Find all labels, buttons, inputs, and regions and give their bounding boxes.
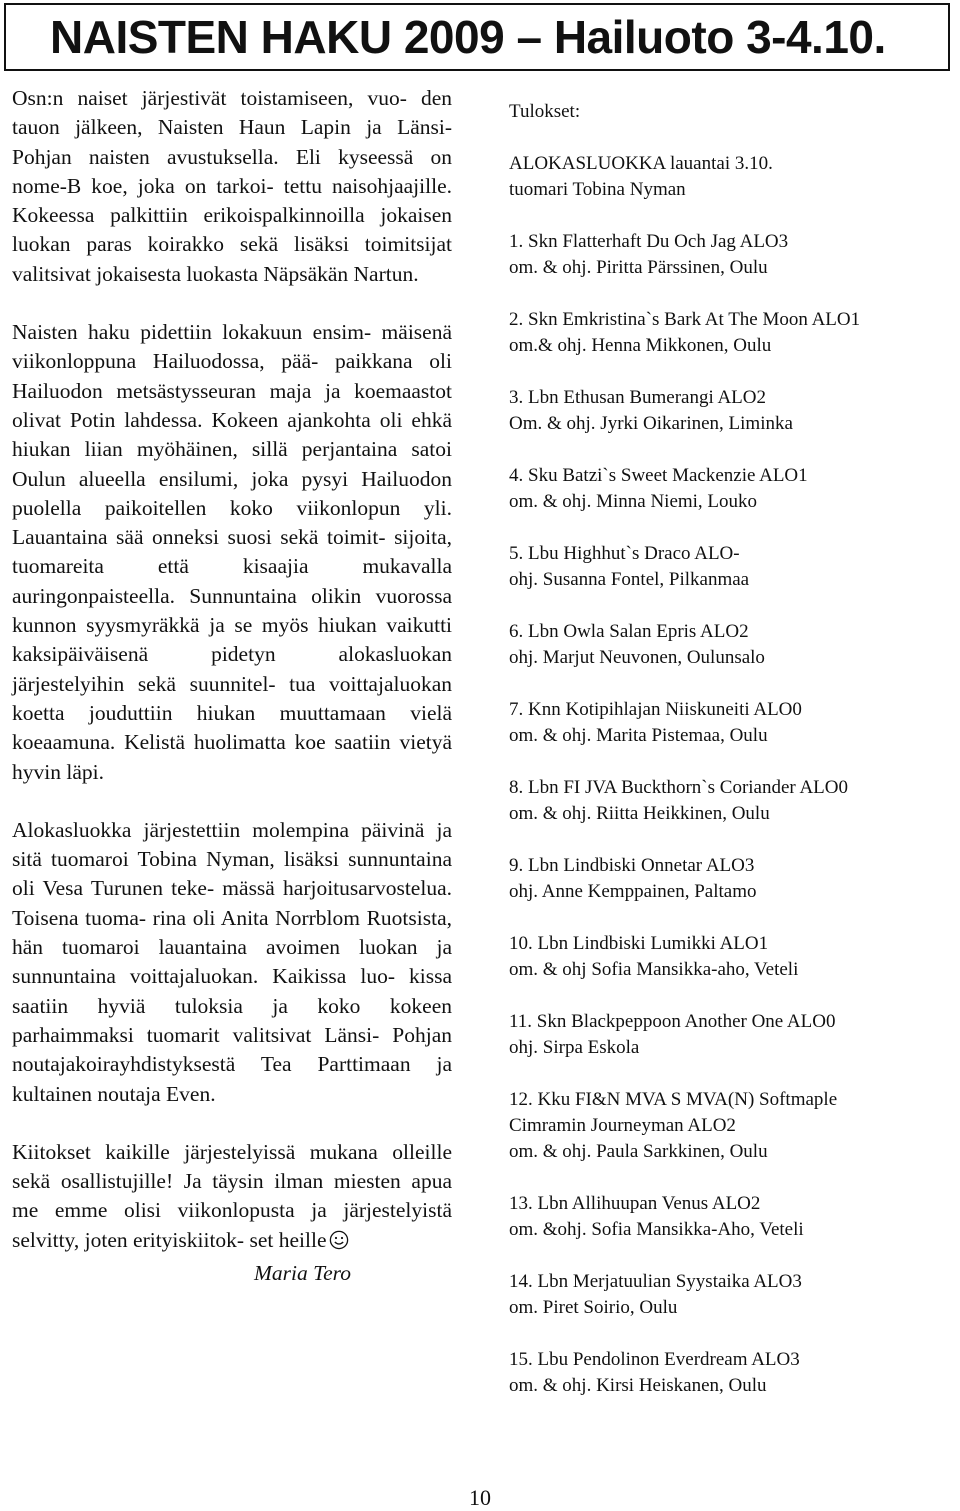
text-line: Naisten haku pidettiin lokakuun ensim- xyxy=(12,320,372,345)
results-column xyxy=(509,99,949,1425)
text-line: mäisenä viikonloppuna Hailuodossa, pää- xyxy=(12,320,452,374)
text-line: lisäksi sunnuntaina oli Vesa Turunen teke- xyxy=(12,847,452,901)
text-line: Parttimaan ja kultainen noutaja Even. xyxy=(12,1052,453,1106)
result-handler: om. & ohj. Paula Sarkkinen, Oulu xyxy=(509,1141,768,1162)
result-handler: Om. & ohj. Jyrki Oikarinen, Liminka xyxy=(509,413,793,434)
result-dog: 13. Lbn Allihuupan Venus ALO2 xyxy=(509,1193,761,1214)
text-line: Pohjan noutajakoirayhdistyksestä Tea xyxy=(12,1022,452,1077)
result-dog: 5. Lbu Highhut`s Draco ALO- xyxy=(509,543,740,564)
text-line: Kokeen ajankohta oli ehkä hiukan liian xyxy=(12,407,453,462)
result-entry xyxy=(509,307,949,359)
text-line: olleille sekä osallistujille! Ja täysin ilman xyxy=(12,1139,452,1194)
results-heading-block xyxy=(509,99,949,125)
text-line: hiukan vaikutti kaksipäiväisenä pidetyn xyxy=(12,613,453,667)
result-entry xyxy=(509,1269,949,1321)
article-paragraph-2 xyxy=(12,318,452,787)
result-entry xyxy=(509,619,949,671)
result-dog: 2. Skn Emkristina`s Bark At The Moon ALO1 xyxy=(509,309,861,330)
text-line: auringonpaisteella. Sunnuntaina olikin xyxy=(12,583,362,608)
text-line: päivinä ja sitä tuomaroi Tobina Nyman, xyxy=(12,817,452,872)
result-dog: 11. Skn Blackpeppoon Another One ALO0 xyxy=(509,1011,836,1032)
result-handler: ohj. Anne Kemppainen, Paltamo xyxy=(509,881,757,902)
result-handler: om. &ohj. Sofia Mansikka-Aho, Veteli xyxy=(509,1219,804,1240)
result-dog: 1. Skn Flatterhaft Du Och Jag ALO3 xyxy=(509,231,789,252)
result-dog: 7. Knn Kotipihlajan Niiskuneiti ALO0 xyxy=(509,699,802,720)
text-line: maja ja koemaastot olivat Potin lahdessa. xyxy=(12,378,452,432)
article-paragraph-1 xyxy=(12,84,452,289)
text-line: tuomaroi lauantaina avoimen luokan ja xyxy=(62,935,452,960)
text-line: tua voittajaluokan koetta jouduttiin hiukan xyxy=(12,671,453,725)
text-line: koirakko sekä lisäksi toimitsijat valitsivat xyxy=(12,232,452,286)
result-dog-continued: Cimramin Journeyman ALO2 xyxy=(509,1115,736,1136)
result-entry xyxy=(509,1347,949,1399)
result-dog: 9. Lbn Lindbiski Onnetar ALO3 xyxy=(509,855,755,876)
smiley-icon xyxy=(329,1230,349,1250)
text-line: huolimatta koe saatiin vietyä hyvin läpi. xyxy=(12,730,453,784)
class-title: ALOKASLUOKKA lauantai 3.10. xyxy=(509,153,773,174)
text-line: sijoita, tuomareita että kisaajia mukavalla xyxy=(12,525,452,579)
result-dog: 4. Sku Batzi`s Sweet Mackenzie ALO1 xyxy=(509,465,808,486)
article-paragraph-3 xyxy=(12,816,452,1109)
result-entry xyxy=(509,775,949,827)
text-line: mässä harjoitusarvostelua. Toisena tuoma- xyxy=(12,876,452,930)
class-info xyxy=(509,151,949,203)
result-handler: om. & ohj. Kirsi Heiskanen, Oulu xyxy=(509,1375,767,1396)
result-dog: 14. Lbn Merjatuulian Syystaika ALO3 xyxy=(509,1271,802,1292)
article-column xyxy=(12,84,452,1317)
result-handler: om. Piret Soirio, Oulu xyxy=(509,1297,678,1318)
result-dog: 8. Lbn FI JVA Buckthorn`s Coriander ALO0 xyxy=(509,777,848,798)
result-entry xyxy=(509,1087,949,1165)
result-dog: 10. Lbn Lindbiski Lumikki ALO1 xyxy=(509,933,769,954)
text-line: alueella ensilumi, joka pysyi Hailuodon xyxy=(78,466,452,491)
text-line: Länsi-Pohjan naisten avustuksella. Eli xyxy=(12,115,452,169)
result-handler: ohj. Susanna Fontel, Pilkanmaa xyxy=(509,569,750,590)
result-handler: om.& ohj. Henna Mikkonen, Oulu xyxy=(509,335,772,356)
result-handler: om. & ohj. Minna Niemi, Louko xyxy=(509,491,758,512)
text-line: Osn:n naiset järjestivät toistamiseen, vuo- xyxy=(12,86,407,110)
result-entry xyxy=(509,931,949,983)
text-line: muuttamaan vielä koeaamuna. Kelistä xyxy=(12,700,453,755)
result-handler: om. & ohj Sofia Mansikka-aho, Veteli xyxy=(509,959,799,980)
result-entry xyxy=(509,1009,949,1061)
result-handler: ohj. Sirpa Eskola xyxy=(509,1037,640,1058)
result-entry xyxy=(509,229,949,281)
text-line: puolella paikoitellen koko viikonlopun yli. xyxy=(12,495,452,520)
text-line: parhaimmaksi tuomarit valitsivat Länsi- xyxy=(12,1022,380,1047)
text-line: ja järjestelyistä selvitty, joten erityiskiitok- xyxy=(12,1198,453,1252)
result-dog: 6. Lbn Owla Salan Epris ALO2 xyxy=(509,621,749,642)
text-line: Kiitokset kaikille järjestelyissä mukana xyxy=(12,1139,378,1164)
page-number: 10 xyxy=(469,1485,491,1510)
results-heading: Tulokset: xyxy=(509,101,581,122)
text-line: Alokasluokka järjestettiin molempina xyxy=(12,817,350,842)
text-line: kissa saatiin hyviä tuloksia ja koko kokeen xyxy=(12,964,452,1018)
text-line: vuorossa kunnon syysmyräkkä ja se myös xyxy=(12,583,452,638)
article-paragraph-4 xyxy=(12,1138,452,1288)
text-line: erikoispalkinnoilla jokaisen luokan paras xyxy=(12,203,453,257)
result-entry xyxy=(509,463,949,515)
result-handler: om. & ohj. Piritta Pärssinen, Oulu xyxy=(509,257,768,278)
result-entry xyxy=(509,697,949,749)
signature: Maria Tero xyxy=(254,1260,351,1285)
result-entry xyxy=(509,385,949,437)
result-dog: 12. Kku FI&N MVA S MVA(N) Softmaple xyxy=(509,1089,838,1110)
text-line: tettu naisohjaajille. Kokeessa palkittiin xyxy=(12,173,452,228)
text-line: rina oli Anita Norrblom Ruotsista, hän xyxy=(12,905,452,960)
text-line: kyseessä on nome-B koe, joka on tarkoi- xyxy=(12,144,453,198)
result-dog: 3. Lbn Ethusan Bumerangi ALO2 xyxy=(509,387,766,408)
result-entry xyxy=(509,541,949,593)
judge-name: tuomari Tobina Nyman xyxy=(509,179,686,200)
result-entry xyxy=(509,1191,949,1243)
page-title: NAISTEN HAKU 2009 – Hailuoto 3-4.10. xyxy=(50,11,886,63)
text-line: Lauantaina sää onneksi suosi sekä toimit- xyxy=(12,525,386,550)
text-line: miesten apua me emme olisi viikonlopusta xyxy=(12,1169,452,1223)
result-handler: om. & ohj. Riitta Heikkinen, Oulu xyxy=(509,803,770,824)
text-line: paikkana oli Hailuodon metsästysseuran xyxy=(12,349,452,403)
text-line: myöhäinen, sillä perjantaina satoi Oulun xyxy=(12,437,452,491)
result-dog: 15. Lbu Pendolinon Everdream ALO3 xyxy=(509,1349,800,1370)
result-handler: ohj. Marjut Neuvonen, Oulunsalo xyxy=(509,647,765,668)
text-line: den tauon jälkeen, Naisten Haun Lapin ja xyxy=(12,86,452,140)
text-line: set heille xyxy=(249,1227,327,1252)
text-line: jokaisesta luokasta Näpsäkän Nartun. xyxy=(96,261,419,286)
title-box xyxy=(4,3,950,71)
text-line: alokasluokan järjestelyihin sekä suunnitel- xyxy=(12,642,452,696)
text-line: sunnuntaina voittajaluokan. Kaikissa luo- xyxy=(12,964,395,989)
result-handler: om. & ohj. Marita Pistemaa, Oulu xyxy=(509,725,768,746)
result-entry xyxy=(509,853,949,905)
